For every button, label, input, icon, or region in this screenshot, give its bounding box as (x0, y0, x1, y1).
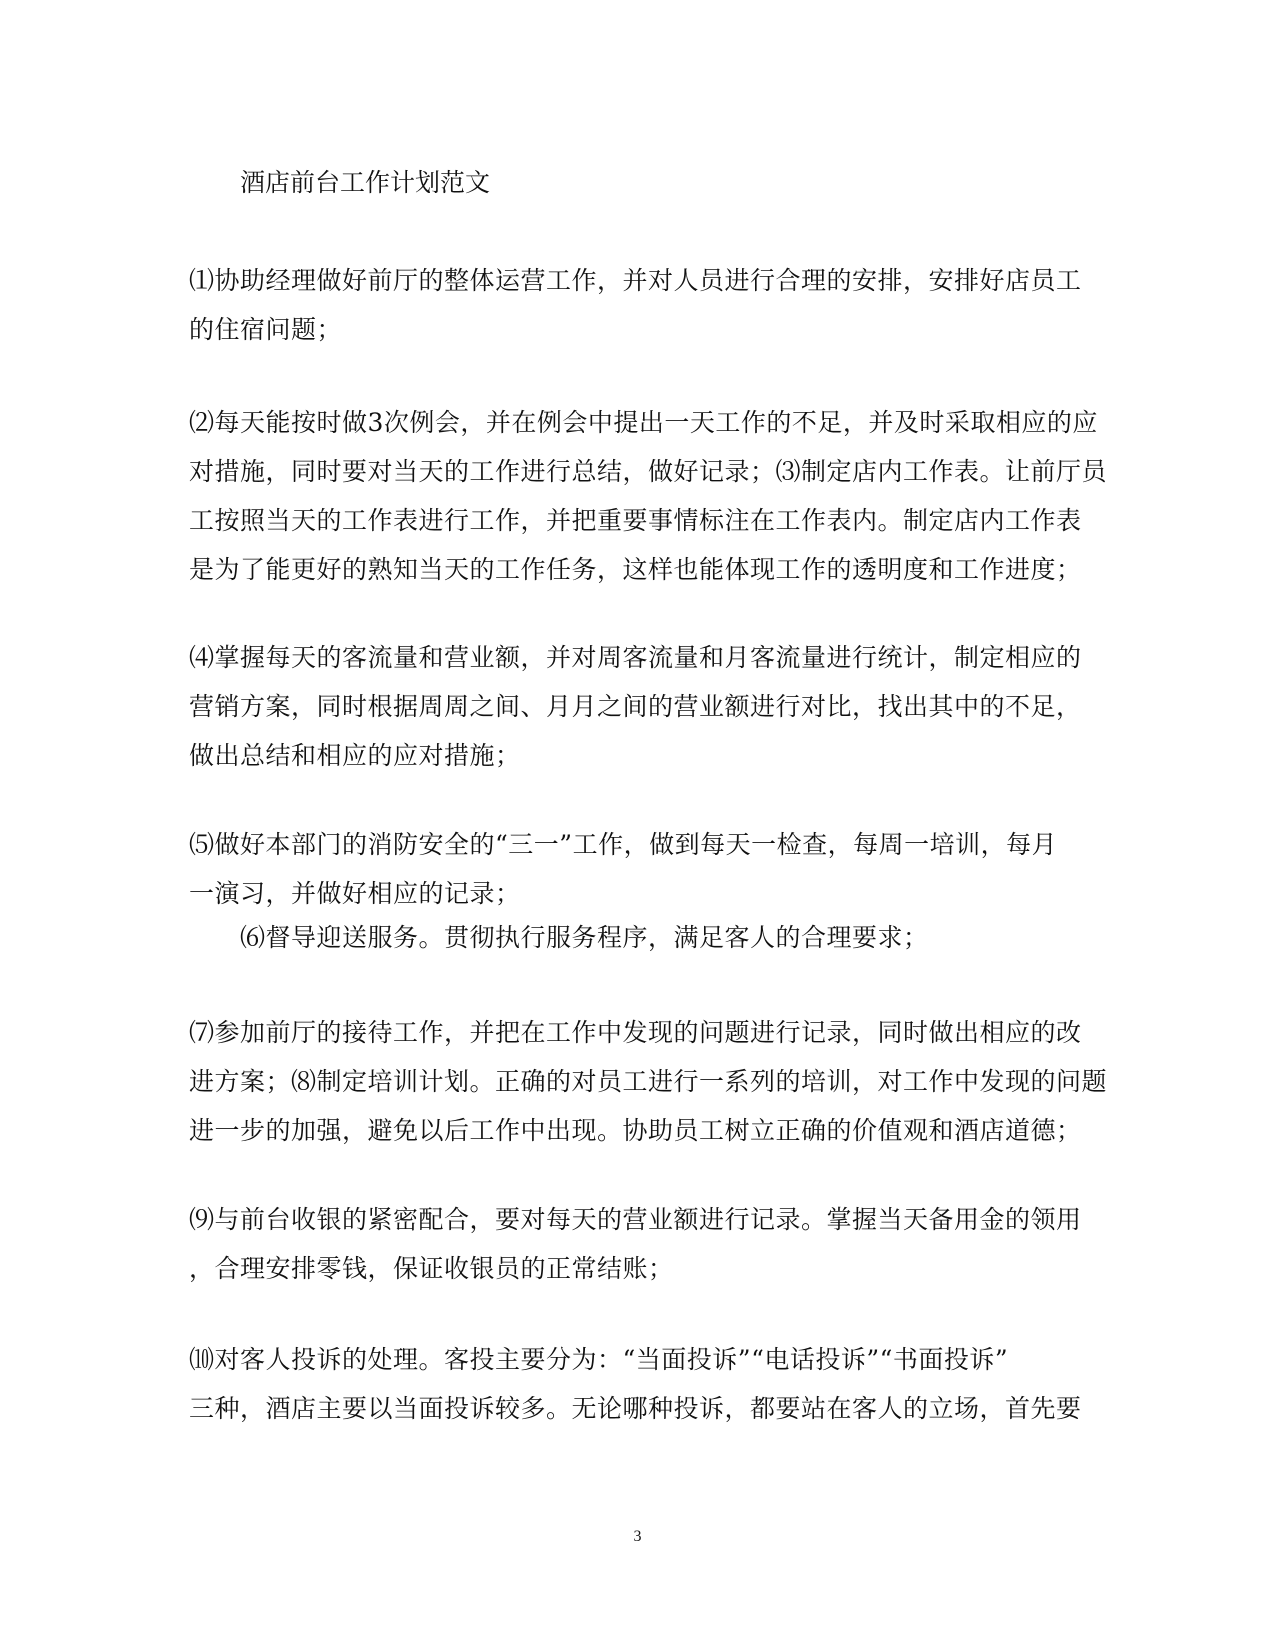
text-line: ⑴协助经理做好前厅的整体运营工作，并对人员进行合理的安排，安排好店员工 (189, 266, 1082, 295)
text-line: 工按照当天的工作表进行工作，并把重要事情标注在工作表内。制定店内工作表 (189, 506, 1082, 535)
paragraph-7 (189, 1195, 1089, 1293)
text-line: ⑹督导迎送服务。贯彻执行服务程序，满足客人的合理要求； (240, 923, 929, 952)
text-line: ⑼与前台收银的紧密配合，要对每天的营业额进行记录。掌握当天备用金的领用 (189, 1205, 1082, 1234)
page-number: 3 (633, 1528, 642, 1545)
paragraph-3 (189, 633, 1089, 780)
paragraph-5 (240, 913, 1140, 962)
text-line: ⑵每天能按时做3次例会，并在例会中提出一天工作的不足，并及时采取相应的应 (189, 408, 1098, 437)
text-line: 的住宿问题； (189, 315, 343, 344)
text-line: 做出总结和相应的应对措施； (189, 741, 521, 770)
text-line: ⑺参加前厅的接待工作，并把在工作中发现的问题进行记录，同时做出相应的改 (189, 1018, 1082, 1047)
document-title: 酒店前台工作计划范文 (240, 168, 491, 197)
text-line: 对措施，同时要对当天的工作进行总结，做好记录；⑶制定店内工作表。让前厅员 (189, 457, 1108, 486)
text-line: 进一步的加强，避免以后工作中出现。协助员工树立正确的价值观和酒店道德； (189, 1116, 1082, 1145)
paragraph-2 (189, 398, 1108, 594)
paragraph-8 (189, 1335, 1089, 1433)
text-line: ，合理安排零钱，保证收银员的正常结账； (189, 1254, 674, 1283)
paragraph-1 (189, 256, 1089, 354)
paragraph-4 (189, 820, 1089, 918)
text-line: ⑷掌握每天的客流量和营业额，并对周客流量和月客流量进行统计，制定相应的 (189, 643, 1082, 672)
text-line: ⑽对客人投诉的处理。客投主要分为：“当面投诉”“电话投诉”“书面投诉” (189, 1345, 1009, 1374)
paragraph-6 (189, 1008, 1108, 1155)
text-line: 进方案；⑻制定培训计划。正确的对员工进行一系列的培训，对工作中发现的问题 (189, 1067, 1108, 1096)
text-line: ⑸做好本部门的消防安全的“三一”工作，做到每天一检查，每周一培训，每月 (189, 830, 1058, 859)
text-line: 三种，酒店主要以当面投诉较多。无论哪种投诉，都要站在客人的立场，首先要 (189, 1394, 1082, 1423)
text-line: 是为了能更好的熟知当天的工作任务，这样也能体现工作的透明度和工作进度； (189, 555, 1082, 584)
text-line: 营销方案，同时根据周周之间、月月之间的营业额进行对比，找出其中的不足， (189, 692, 1082, 721)
text-line: 一演习，并做好相应的记录； (189, 879, 521, 908)
